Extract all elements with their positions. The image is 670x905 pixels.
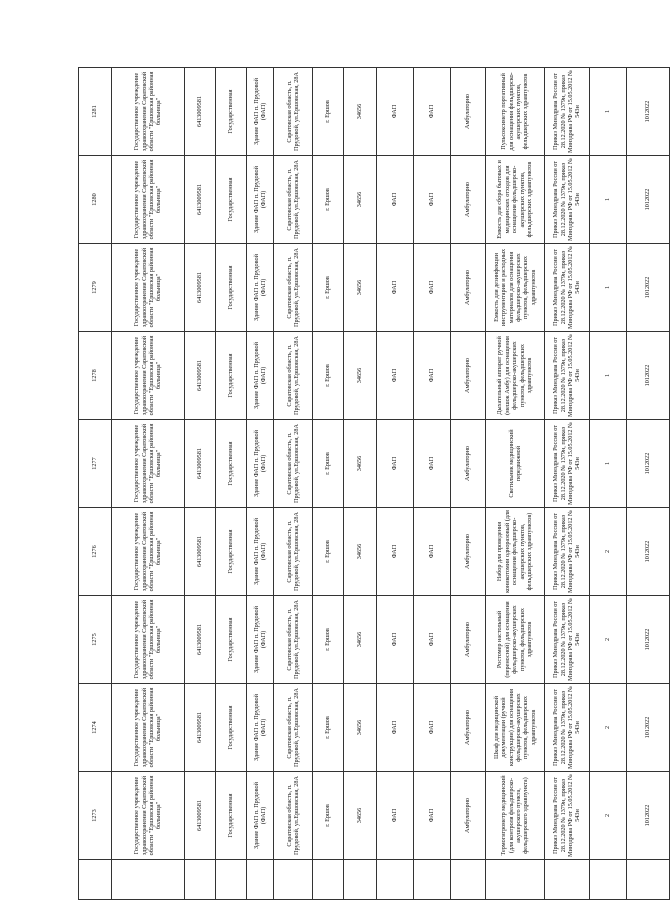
cell-address: Саратовская область, п. Прудовой, ул.Ершовская, 28А xyxy=(274,772,313,860)
cell-address: Саратовская область, п. Прудовой, ул.Ершовская, 28А xyxy=(274,244,313,332)
cell-unit-type: ФАП xyxy=(377,244,414,332)
cell-organization-name: Государственное учреждение здравоохранения Саратовской области "Ершовская районная больница" xyxy=(112,244,185,332)
table-row-ownership-form xyxy=(216,68,247,900)
cell-quantity: 1 xyxy=(590,244,627,332)
table-row-equipment-name xyxy=(486,68,545,900)
cell-unit-subtype: ФАП xyxy=(414,772,451,860)
row-label xyxy=(185,860,216,900)
cell-code: 1012022 xyxy=(627,156,670,244)
cell-address: Саратовская область, п. Прудовой, ул.Ершовская, 28А xyxy=(274,332,313,420)
cell-building: Здание ФАП п. Прудовой (ФАП) xyxy=(247,508,274,596)
row-label xyxy=(112,860,185,900)
cell-quantity: 1 xyxy=(590,156,627,244)
cell-code: 1012022 xyxy=(627,420,670,508)
cell-unit-type: ФАП xyxy=(377,508,414,596)
cell-equipment-name: Емкость для сбора бытовых и медицинских отходов для оснащения фельдшерско-акушерских пунктов, фельдшерских здравпунктов xyxy=(486,156,545,244)
cell-regulation-document: Приказ Минздрава России от 28.12.2020 № 1379н, приказ Минздрава РФ от 15.05.2012 № 543н xyxy=(545,156,590,244)
cell-care-type: Амбулаторно xyxy=(451,684,486,772)
cell-ownership-form: Государственная xyxy=(216,156,247,244)
table-row-inn xyxy=(185,68,216,900)
cell-organization-name: Государственное учреждение здравоохранения Саратовской области "Ершовская районная больница" xyxy=(112,684,185,772)
cell-equipment-name: Ростомер настольный (переносной) для оснащения фельдшерско-акушерских пунктов, фельдшерских здравпунктов xyxy=(486,596,545,684)
cell-equipment-name: Емкость для дезинфекции инструментария и расходных материалов для оснащения фельдшерско-акушерских пунктов, фельдшерских здравпунктов xyxy=(486,244,545,332)
cell-address: Саратовская область, п. Прудовой, ул.Ершовская, 28А xyxy=(274,684,313,772)
cell-record-number: 1281 xyxy=(79,68,112,156)
cell-regulation-document: Приказ Минздрава России от 28.12.2020 № 1379н, приказ Минздрава РФ от 15.05.2012 № 543н xyxy=(545,332,590,420)
cell-city: г. Ершов xyxy=(313,156,344,244)
table-row-unit-subtype xyxy=(414,68,451,900)
cell-unit-subtype: ФАП xyxy=(414,420,451,508)
cell-care-type: Амбулаторно xyxy=(451,508,486,596)
cell-inn: 6413009581 xyxy=(185,508,216,596)
cell-unit-type: ФАП xyxy=(377,156,414,244)
cell-record-number: 1278 xyxy=(79,332,112,420)
table-row-care-type xyxy=(451,68,486,900)
cell-city: г. Ершов xyxy=(313,772,344,860)
cell-postal-code: 34656 xyxy=(344,684,377,772)
row-label xyxy=(344,860,377,900)
cell-equipment-name: Светильник медицинский передвижной xyxy=(486,420,545,508)
cell-city: г. Ершов xyxy=(313,420,344,508)
cell-equipment-name: Набор для проведения коникотомии одноразовый (для оснащения фельдшерско-акушерских пунктов, фельдшерских здравпунктов) xyxy=(486,508,545,596)
rotated-table-wrapper xyxy=(78,67,652,900)
cell-postal-code: 34656 xyxy=(344,596,377,684)
table-row-building xyxy=(247,68,274,900)
cell-unit-type: ФАП xyxy=(377,420,414,508)
cell-code: 1012022 xyxy=(627,772,670,860)
cell-ownership-form: Государственная xyxy=(216,244,247,332)
cell-ownership-form: Государственная xyxy=(216,68,247,156)
row-label xyxy=(274,860,313,900)
cell-inn: 6413009581 xyxy=(185,684,216,772)
cell-organization-name: Государственное учреждение здравоохранения Саратовской области "Ершовская районная больница" xyxy=(112,156,185,244)
cell-regulation-document: Приказ Минздрава России от 28.12.2020 № 1379н, приказ Минздрава РФ от 15.05.2012 № 543н xyxy=(545,596,590,684)
cell-organization-name: Государственное учреждение здравоохранения Саратовской области "Ершовская районная больница" xyxy=(112,68,185,156)
cell-unit-type: ФАП xyxy=(377,772,414,860)
row-label xyxy=(451,860,486,900)
cell-city: г. Ершов xyxy=(313,684,344,772)
cell-code: 1012022 xyxy=(627,244,670,332)
cell-ownership-form: Государственная xyxy=(216,596,247,684)
cell-unit-subtype: ФАП xyxy=(414,156,451,244)
cell-city: г. Ершов xyxy=(313,68,344,156)
table-row-postal-code xyxy=(344,68,377,900)
cell-record-number: 1273 xyxy=(79,772,112,860)
cell-postal-code: 34656 xyxy=(344,772,377,860)
cell-postal-code: 34656 xyxy=(344,508,377,596)
row-label xyxy=(414,860,451,900)
cell-postal-code: 34656 xyxy=(344,420,377,508)
cell-ownership-form: Государственная xyxy=(216,508,247,596)
cell-city: г. Ершов xyxy=(313,244,344,332)
cell-care-type: Амбулаторно xyxy=(451,244,486,332)
cell-equipment-name: Шкаф для медицинской документации (ручной конструкции) для оснащения фельдшерско-акушерских пунктов, фельдшерских здравпунктов xyxy=(486,684,545,772)
cell-quantity: 1 xyxy=(590,332,627,420)
cell-regulation-document: Приказ Минздрава России от 28.12.2020 № 1379н, приказ Минздрава РФ от 15.05.2012 № 543н xyxy=(545,244,590,332)
cell-care-type: Амбулаторно xyxy=(451,420,486,508)
cell-unit-subtype: ФАП xyxy=(414,684,451,772)
cell-code: 1012022 xyxy=(627,332,670,420)
row-label xyxy=(247,860,274,900)
cell-ownership-form: Государственная xyxy=(216,684,247,772)
row-label xyxy=(545,860,590,900)
cell-postal-code: 34656 xyxy=(344,68,377,156)
cell-unit-subtype: ФАП xyxy=(414,508,451,596)
cell-care-type: Амбулаторно xyxy=(451,596,486,684)
cell-quantity: 1 xyxy=(590,420,627,508)
cell-unit-subtype: ФАП xyxy=(414,332,451,420)
cell-building: Здание ФАП п. Прудовой (ФАП) xyxy=(247,772,274,860)
table-row-record-number xyxy=(79,68,112,900)
cell-record-number: 1277 xyxy=(79,420,112,508)
cell-regulation-document: Приказ Минздрава России от 28.12.2020 № 1379н, приказ Минздрава РФ от 15.05.2012 № 543н xyxy=(545,68,590,156)
row-label xyxy=(79,860,112,900)
cell-care-type: Амбулаторно xyxy=(451,772,486,860)
cell-unit-type: ФАП xyxy=(377,684,414,772)
cell-code: 1012022 xyxy=(627,596,670,684)
cell-quantity: 1 xyxy=(590,68,627,156)
cell-care-type: Амбулаторно xyxy=(451,156,486,244)
cell-unit-subtype: ФАП xyxy=(414,68,451,156)
cell-regulation-document: Приказ Минздрава России от 28.12.2020 № 1379н, приказ Минздрава РФ от 15.05.2012 № 543н xyxy=(545,508,590,596)
cell-code: 1012022 xyxy=(627,684,670,772)
cell-address: Саратовская область, п. Прудовой, ул.Ершовская, 28А xyxy=(274,420,313,508)
table-row-quantity xyxy=(590,68,627,900)
cell-unit-type: ФАП xyxy=(377,68,414,156)
cell-address: Саратовская область, п. Прудовой, ул.Ершовская, 28А xyxy=(274,596,313,684)
row-label xyxy=(627,860,670,900)
cell-city: г. Ершов xyxy=(313,332,344,420)
cell-quantity: 2 xyxy=(590,772,627,860)
row-label xyxy=(590,860,627,900)
cell-postal-code: 34656 xyxy=(344,156,377,244)
cell-record-number: 1279 xyxy=(79,244,112,332)
cell-inn: 6413009581 xyxy=(185,772,216,860)
cell-inn: 6413009581 xyxy=(185,244,216,332)
equipment-table xyxy=(78,67,670,900)
cell-record-number: 1276 xyxy=(79,508,112,596)
cell-equipment-name: Термогигрометр медицинский (для контроля фельдшерско-акушерского пункта, фельдшерского здравпункта) xyxy=(486,772,545,860)
cell-organization-name: Государственное учреждение здравоохранения Саратовской области "Ершовская районная больница" xyxy=(112,772,185,860)
cell-regulation-document: Приказ Минздрава России от 28.12.2020 № 1379н, приказ Минздрава РФ от 15.05.2012 № 543н xyxy=(545,684,590,772)
cell-quantity: 2 xyxy=(590,596,627,684)
table-row-regulation-document xyxy=(545,68,590,900)
cell-inn: 6413009581 xyxy=(185,420,216,508)
cell-care-type: Амбулаторно xyxy=(451,332,486,420)
cell-city: г. Ершов xyxy=(313,508,344,596)
cell-postal-code: 34656 xyxy=(344,244,377,332)
cell-address: Саратовская область, п. Прудовой, ул.Ершовская, 28А xyxy=(274,68,313,156)
cell-unit-type: ФАП xyxy=(377,332,414,420)
cell-building: Здание ФАП п. Прудовой (ФАП) xyxy=(247,244,274,332)
cell-record-number: 1280 xyxy=(79,156,112,244)
cell-quantity: 2 xyxy=(590,508,627,596)
cell-building: Здание ФАП п. Прудовой (ФАП) xyxy=(247,156,274,244)
cell-organization-name: Государственное учреждение здравоохранения Саратовской области "Ершовская районная больница" xyxy=(112,596,185,684)
row-label xyxy=(313,860,344,900)
cell-inn: 6413009581 xyxy=(185,68,216,156)
table-row-address xyxy=(274,68,313,900)
cell-care-type: Амбулаторно xyxy=(451,68,486,156)
cell-equipment-name: Дыхательный аппарат ручной (мешок Амбу) для оснащения фельдшерско-акушерских пунктов, фельдшерских здравпунктов xyxy=(486,332,545,420)
cell-inn: 6413009581 xyxy=(185,156,216,244)
cell-address: Саратовская область, п. Прудовой, ул.Ершовская, 28А xyxy=(274,156,313,244)
table-row-organization-name xyxy=(112,68,185,900)
cell-building: Здание ФАП п. Прудовой (ФАП) xyxy=(247,68,274,156)
cell-unit-subtype: ФАП xyxy=(414,596,451,684)
cell-quantity: 2 xyxy=(590,684,627,772)
cell-city: г. Ершов xyxy=(313,596,344,684)
cell-equipment-name: Пульсоксиметр портативный для оснащения фельдшерско-акушерских пунктов, фельдшерских здравпунктов xyxy=(486,68,545,156)
cell-building: Здание ФАП п. Прудовой (ФАП) xyxy=(247,684,274,772)
row-label xyxy=(377,860,414,900)
cell-building: Здание ФАП п. Прудовой (ФАП) xyxy=(247,332,274,420)
table-row-unit-type xyxy=(377,68,414,900)
cell-postal-code: 34656 xyxy=(344,332,377,420)
cell-record-number: 1274 xyxy=(79,684,112,772)
cell-regulation-document: Приказ Минздрава России от 28.12.2020 № 1379н, приказ Минздрава РФ от 15.05.2012 № 543н xyxy=(545,420,590,508)
cell-ownership-form: Государственная xyxy=(216,772,247,860)
table-row-code xyxy=(627,68,670,900)
row-label xyxy=(216,860,247,900)
cell-address: Саратовская область, п. Прудовой, ул.Ершовская, 28А xyxy=(274,508,313,596)
cell-organization-name: Государственное учреждение здравоохранения Саратовской области "Ершовская районная больница" xyxy=(112,508,185,596)
cell-unit-type: ФАП xyxy=(377,596,414,684)
cell-organization-name: Государственное учреждение здравоохранения Саратовской области "Ершовская районная больница" xyxy=(112,420,185,508)
cell-regulation-document: Приказ Минздрава России от 28.12.2020 № 1379н, приказ Минздрава РФ от 15.05.2012 № 543н xyxy=(545,772,590,860)
table-row-city xyxy=(313,68,344,900)
cell-inn: 6413009581 xyxy=(185,332,216,420)
cell-organization-name: Государственное учреждение здравоохранения Саратовской области "Ершовская районная больница" xyxy=(112,332,185,420)
cell-inn: 6413009581 xyxy=(185,596,216,684)
cell-record-number: 1275 xyxy=(79,596,112,684)
cell-unit-subtype: ФАП xyxy=(414,244,451,332)
cell-building: Здание ФАП п. Прудовой (ФАП) xyxy=(247,596,274,684)
cell-code: 1012022 xyxy=(627,68,670,156)
table-body xyxy=(79,68,670,900)
cell-ownership-form: Государственная xyxy=(216,332,247,420)
cell-ownership-form: Государственная xyxy=(216,420,247,508)
cell-code: 1012022 xyxy=(627,508,670,596)
cell-building: Здание ФАП п. Прудовой (ФАП) xyxy=(247,420,274,508)
row-label xyxy=(486,860,545,900)
